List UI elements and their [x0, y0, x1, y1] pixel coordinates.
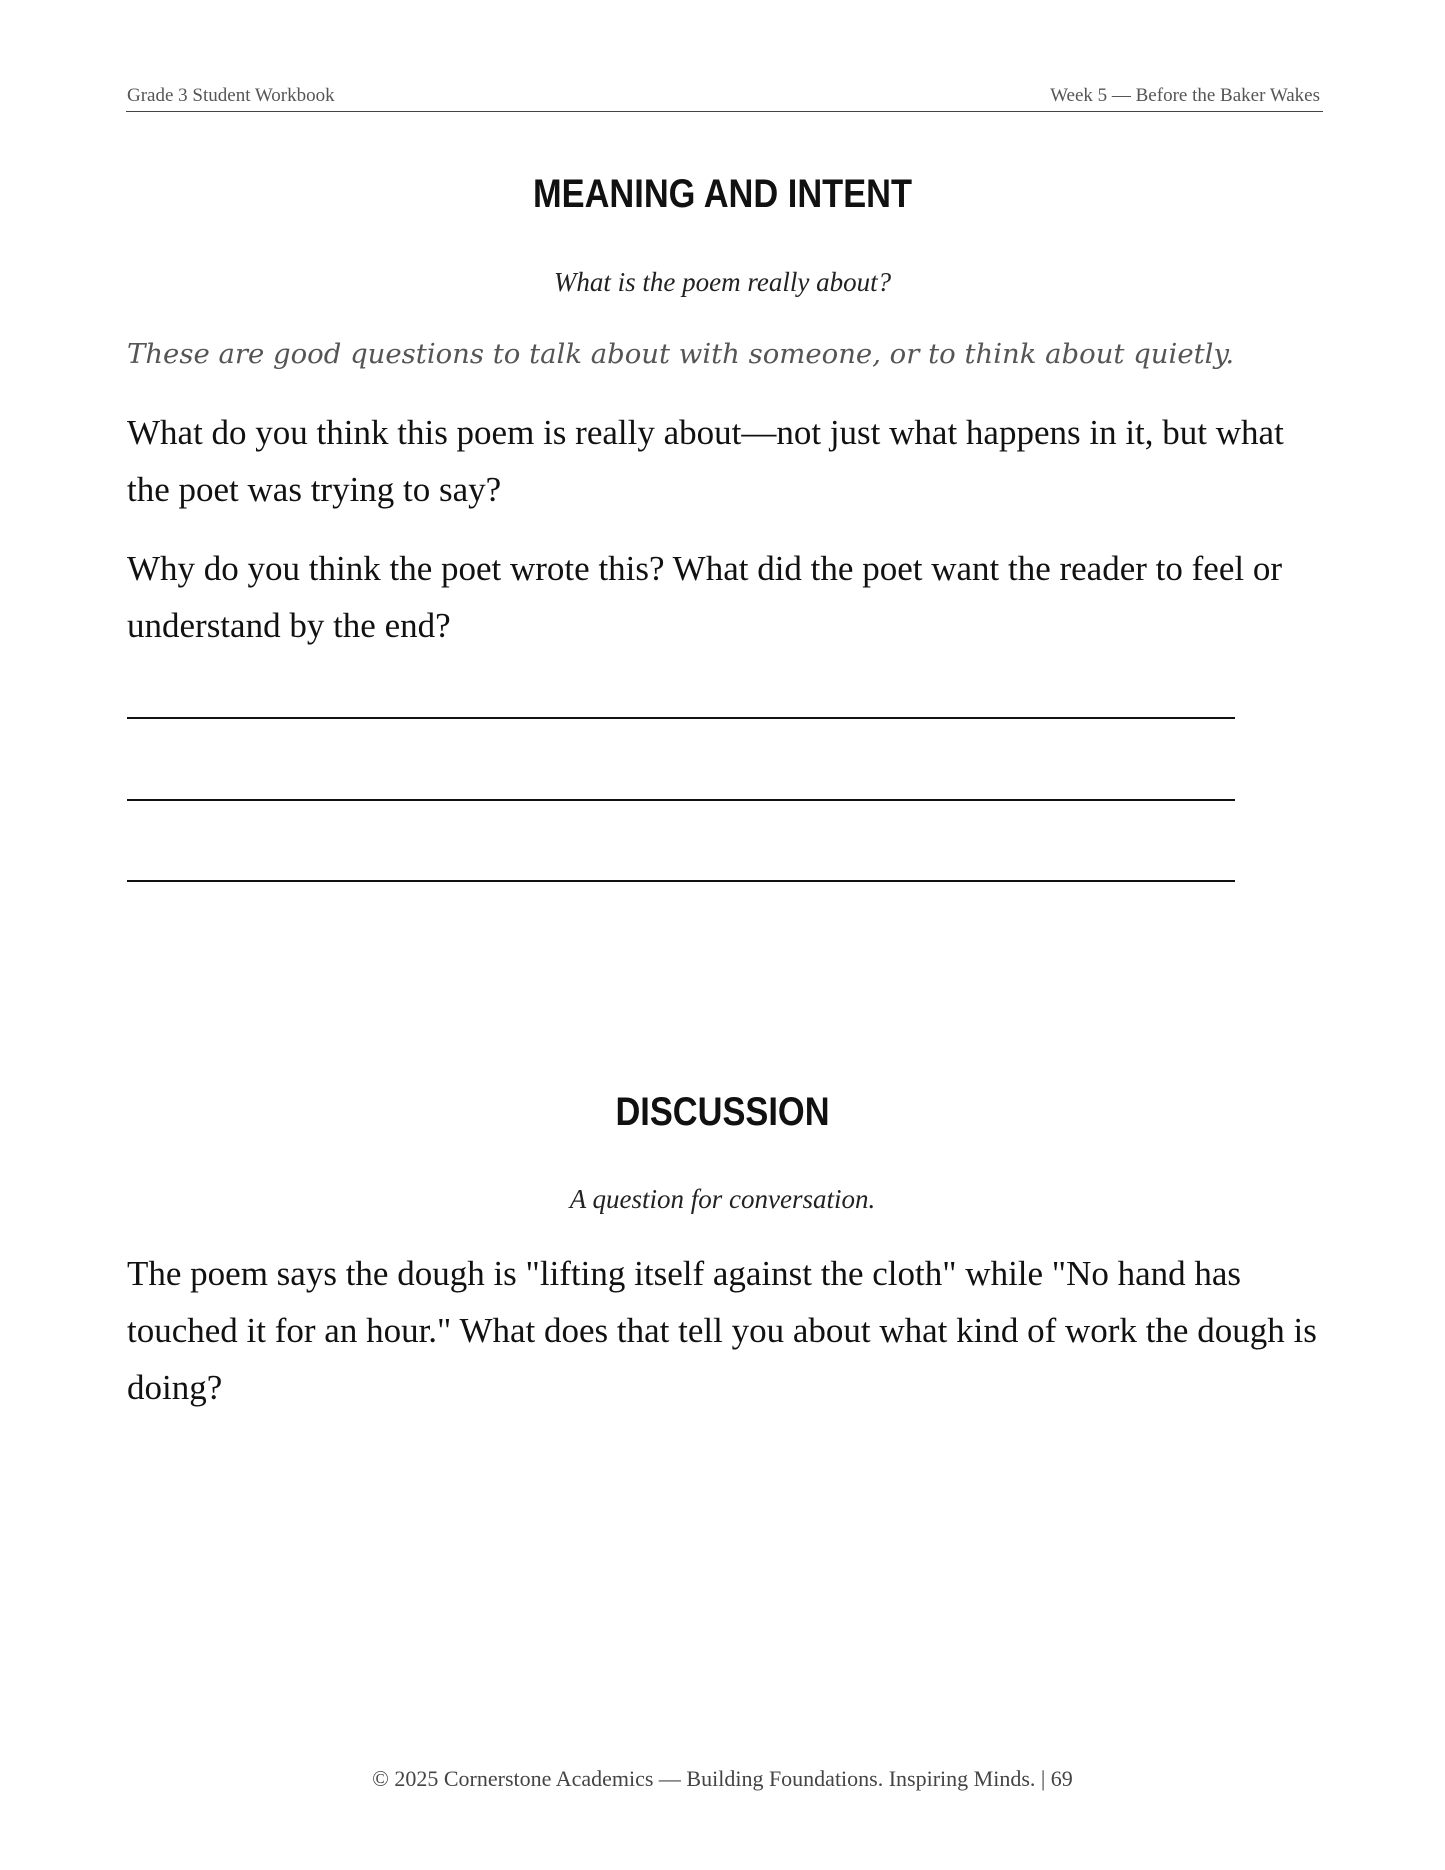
meaning-section-subtitle: What is the poem really about? — [553, 267, 892, 297]
meaning-question-2: Why do you think the poet wrote this? What did the poet want the reader to feel or understand by the end? — [127, 549, 1282, 645]
answer-line[interactable] — [127, 799, 1235, 801]
discussion-section-subtitle: A question for conversation. — [569, 1184, 876, 1214]
discussion-question: The poem says the dough is "lifting itself against the cloth" while "No hand has touched it for an hour." What does that tell you about what kind of work the dough is doing? — [127, 1254, 1317, 1407]
meaning-section-title: MEANING AND INTENT — [532, 172, 913, 216]
page-footer: © 2025 Cornerstone Academics — Building Foundations. Inspiring Minds. | 69 — [372, 1766, 1073, 1791]
meaning-instruction: These are good questions to talk about with someone, or to think about quietly. — [127, 338, 1235, 370]
answer-line[interactable] — [127, 717, 1235, 719]
discussion-section-title: DISCUSSION — [615, 1090, 830, 1134]
running-header — [126, 84, 1323, 112]
answer-line[interactable] — [127, 880, 1235, 882]
meaning-question-1: What do you think this poem is really about—not just what happens in it, but what the poet was trying to say? — [127, 413, 1284, 509]
header-workbook-title: Grade 3 Student Workbook — [127, 85, 335, 106]
header-week-title: Week 5 — Before the Baker Wakes — [1050, 85, 1320, 106]
